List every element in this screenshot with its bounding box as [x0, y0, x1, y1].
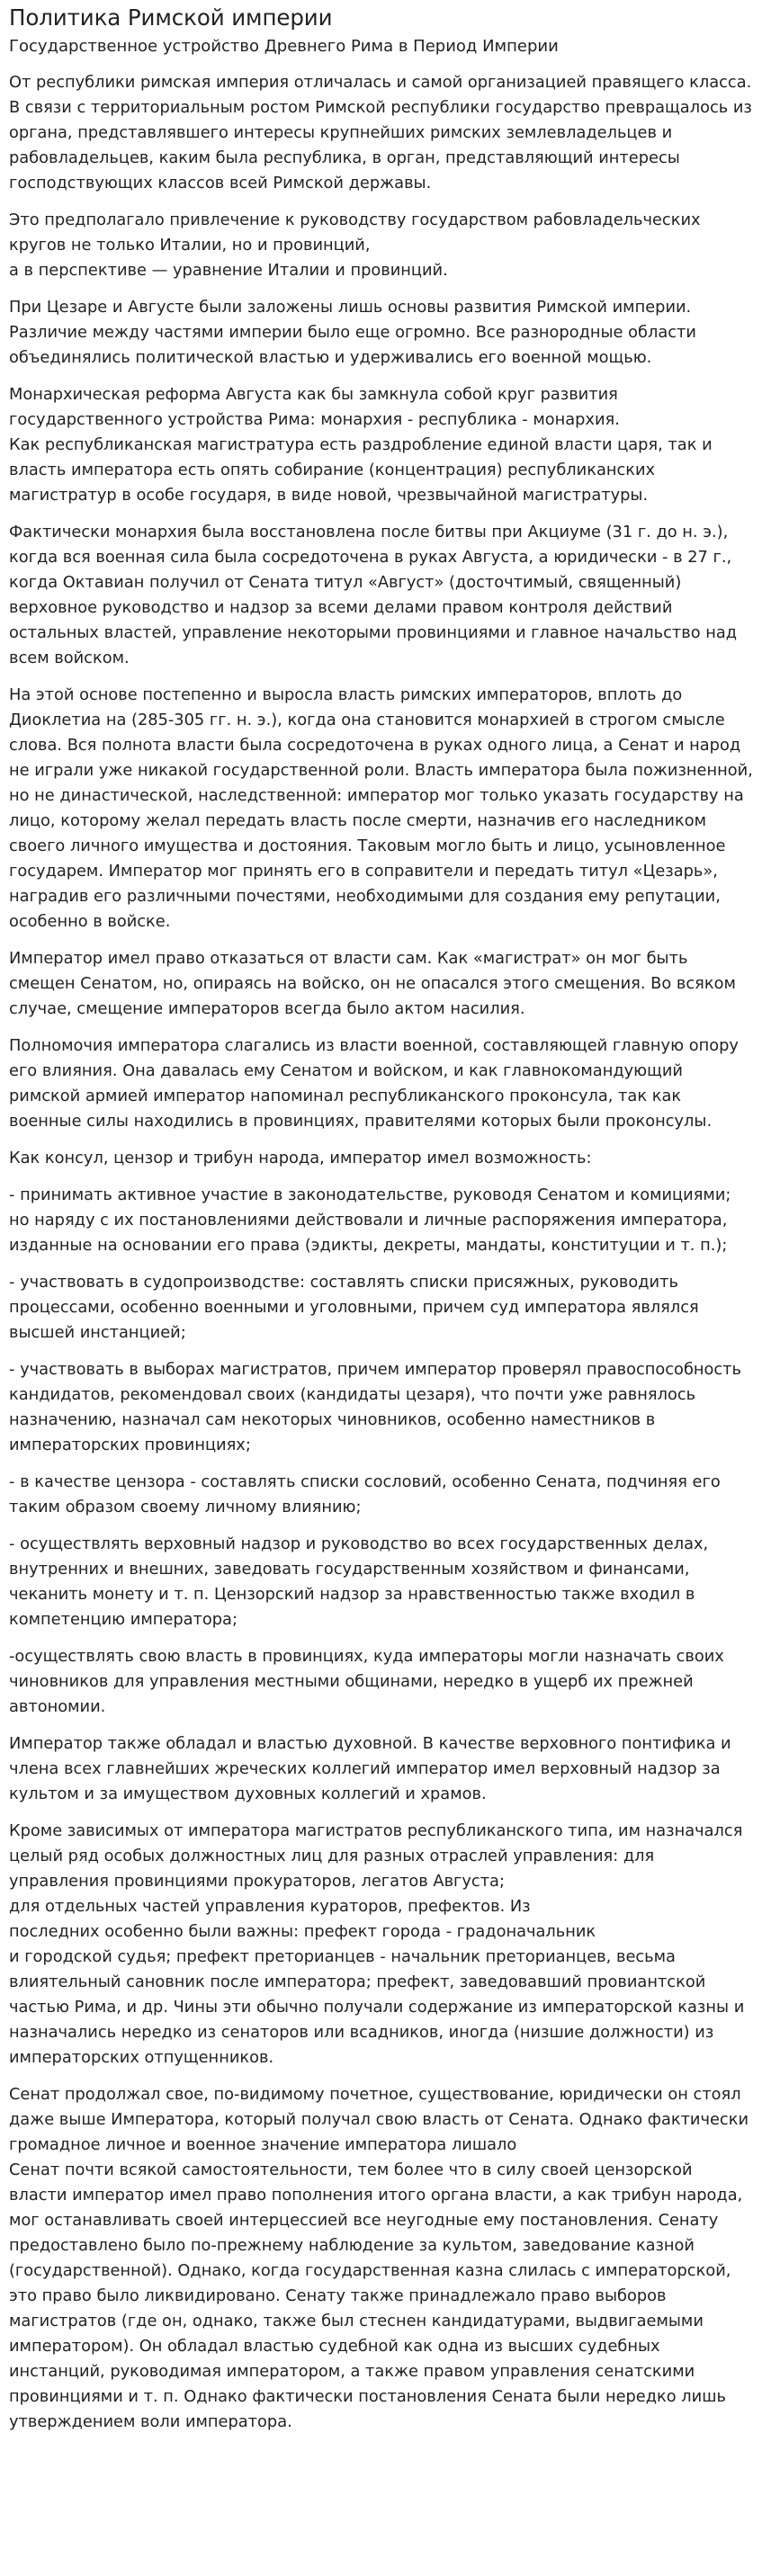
paragraph-11: Кроме зависимых от императора магистратов республиканского типа, им назначался целый ряд особых должностных лиц для разных отраслей управления: для управления провинциями прокураторов, легатов Августа; для отдельных частей управления кураторов, префектов. Из последних особенно были важны: префект города - градоначальник и городской судья; префект преторианцев - начальник преторианцев, весьма влиятельный сановник после императора; префект, заведовавший провиантской частью Рима, и др. Чины эти обычно получали содержание из императорской казны и назначались нередко из сенаторов или всадников, иногда (низшие должности) из императорских отпущенников. [9, 1821, 745, 2067]
paragraph-1: От республики римская империя отличалась и самой организацией правящего класса. В связи с территориальным ростом Римской республики государство превращалось из органа, представлявшего интересы крупнейших римских землевладельцев и рабовладельцев, каким была республика, в орган, представляющий интересы господствующих классов всей Римской державы. [9, 73, 752, 192]
list-item-censor: - в качестве цензора - составлять списки сословий, особенно Сената, подчиняя его таким образом своему личному влиянию; [9, 1472, 721, 1516]
page-title: Политика Римской империи [9, 4, 333, 31]
paragraph-5: Фактически монархия была восстановлена после битвы при Акциуме (31 г. до н. э.), когда вся военная сила была сосредоточена в руках Августа, а юридически - в 27 г., когда Октавиан получил от Сената титул «Август» (досточтимый, священный) верховное руководство и надзор за всеми делами правом контроля действий остальных властей, управление некоторыми провинциями и главное начальство над всем войском. [9, 523, 738, 667]
list-item-legislation: - принимать активное участие в законодательстве, руководя Сенатом и комициями; но наряду с их постановлениями действовали и личные распоряжения императора, изданные на основании его права (эдикты, декреты, мандаты, конституции и т. п.); [9, 1185, 731, 1255]
paragraph-3: При Цезаре и Августе были заложены лишь основы развития Римской империи. Различие между частями империи было еще огромно. Все разнородные области объединялись политической властью и удерживались его военной мощью. [9, 298, 696, 367]
page-subtitle: Государственное устройство Древнего Рима в Период Империи [9, 37, 559, 56]
paragraph-8: Полномочия императора слагались из власти военной, составляющей главную опору его влияния. Она давалась ему Сенатом и войском, и как главнокомандующий римской армией император напоминал республиканского проконсула, так как военные силы находились в провинциях, правителями которых были проконсулы. [9, 1036, 739, 1131]
paragraph-10: Император также обладал и властью духовной. В качестве верховного понтифика и члена всех главнейших жреческих коллегий император имел верховный надзор за культом и за имуществом духовных коллегий и храмов. [9, 1734, 731, 1803]
list-item-supervision: - осуществлять верховный надзор и руководство во всех государственных делах, внутренних и внешних, заведовать государственным хозяйством и финансами, чеканить монету и т. п. Цензорский надзор за нравственностью также входил в компетенцию императора; [9, 1534, 709, 1629]
paragraph-9: Как консул, цензор и трибун народа, император имел возможность: [9, 1149, 592, 1167]
paragraph-4: Монархическая реформа Августа как бы замкнула собой круг развития государственного устройства Рима: монархия - республика - монархия. Как республиканская магистратура есть раздробление единой власти царя, так и власть императора есть опять собирание (концентрация) республиканских магистратур в особе государя, в виде новой, чрезвычайной магистратуры. [9, 385, 713, 505]
paragraph-6: На этой основе постепенно и выросла власть римских императоров, вплоть до Диоклетиа на (285-305 гг. н. э.), когда она становится монархией в строгом смысле слова. Вся полнота власти была сосредоточена в руках одного лица, а Сенат и народ не играли уже никакой государственной роли. Власть императора была пожизненной, но не династической, наследственной: император мог только указать государству на лицо, которому желал передать власть после смерти, назначив его наследником своего личного имущества и достояния. Таковым могло быть и лицо, усыновленное государем. Император мог принять его в соправители и передать титул «Цезарь», наградив его различными почестями, необходимыми для создания ему репутации, особенно в войске. [9, 685, 753, 931]
paragraph-7: Император имел право отказаться от власти сам. Как «магистрат» он мог быть смещен Сенатом, но, опираясь на войско, он не опасался этого смещения. Во всяком случае, смещение императоров всегда было актом насилия. [9, 949, 736, 1018]
list-item-provinces: -осуществлять свою власть в провинциях, куда императоры могли назначать своих чиновников для управления местными общинами, нередко в ущерб их прежней автономии. [9, 1647, 724, 1716]
paragraph-12: Сенат продолжал свое, по-видимому почетное, существование, юридически он стоял даже выше Императора, который получал свою власть от Сената. Однако фактически громадное личное и военное значение императора лишало Сенат почти всякой самостоятельности, тем более что в силу своей цензорской власти император имел право пополнения итого органа власти, а как трибун народа, мог останавливать своей интерцессией все неугодные ему постановления. Сенату предоставлено было по-прежнему наблюдение за культом, заведование казной (государственной). Однако, когда государственная казна слилась с императорской, это право было ликвидировано. Сенату также принадлежало право выборов магистратов (где он, однако, также был стеснен кандидатурами, выдвигаемыми императором). Он обладал властью судебной как одна из высших судебных инстанций, руководимая императором, а также правом управления сенатскими провинциями и т. п. Однако фактически постановления Сената были нередко лишь утверждением воли императора. [9, 2085, 749, 2431]
list-item-elections: - участвовать в выборах магистратов, причем император проверял правоспособность кандидатов, рекомендовал своих (кандидаты цезаря), что почти уже равнялось назначению, назначал сам некоторых чиновников, особенно наместников в императорских провинциях; [9, 1360, 742, 1454]
list-item-judiciary: - участвовать в судопроизводстве: составлять списки присяжных, руководить процессами, особенно военными и уголовными, причем суд императора являлся высшей инстанцией; [9, 1273, 699, 1342]
paragraph-2: Это предполагало привлечение к руководству государством рабовладельческих кругов не только Италии, но и провинций, а в перспективе — уравнение Италии и провинций. [9, 210, 701, 280]
